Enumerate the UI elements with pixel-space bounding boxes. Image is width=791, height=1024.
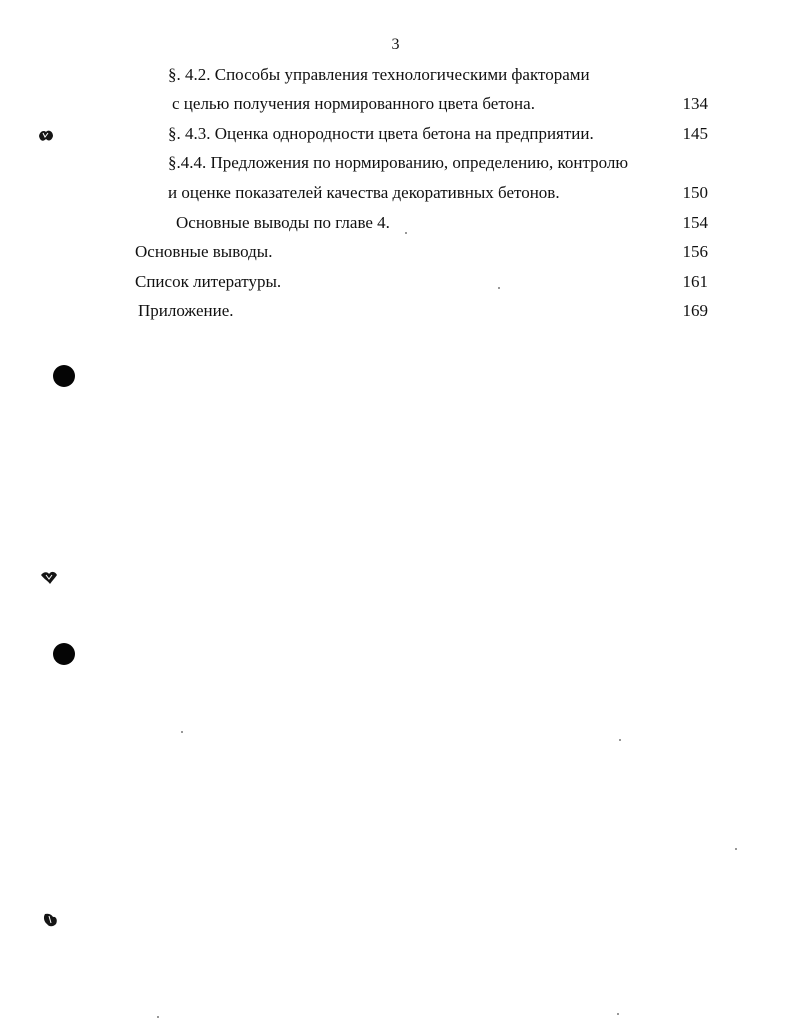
page-number: 3 bbox=[391, 36, 400, 53]
scan-speck bbox=[735, 848, 737, 850]
toc-entry-references: Список литературы. bbox=[135, 272, 282, 291]
toc-entry-main-conclusions-page: 156 bbox=[682, 242, 708, 261]
toc-entry-4-3: §. 4.3. Оценка однородности цвета бетона на предприятии. bbox=[168, 124, 594, 143]
toc-entry-4-3-page: 145 bbox=[682, 124, 708, 143]
toc-entry-4-4-line-1: §.4.4. Предложения по нормированию, определению, контролю bbox=[168, 153, 629, 172]
toc-entry-4-2-line-1: §. 4.2. Способы управления технологическими факторами bbox=[168, 65, 590, 84]
scan-speck bbox=[617, 1013, 619, 1015]
scan-speck bbox=[619, 739, 621, 741]
toc-entry-appendix: Приложение. bbox=[138, 301, 234, 320]
ink-blot-icon bbox=[37, 128, 55, 144]
scan-speck bbox=[157, 1016, 159, 1018]
punch-hole-icon bbox=[53, 365, 75, 387]
scan-speck bbox=[181, 731, 183, 733]
toc-entry-chapter4-conclusions-page: 154 bbox=[682, 213, 708, 232]
ink-blot-icon bbox=[42, 912, 60, 928]
ink-blot-icon bbox=[40, 569, 58, 585]
scan-speck bbox=[498, 287, 500, 289]
toc-entry-main-conclusions: Основные выводы. bbox=[135, 242, 273, 261]
toc-entry-references-page: 161 bbox=[682, 272, 708, 291]
toc-entry-4-4-line-2: и оценке показателей качества декоративных бетонов. bbox=[168, 183, 560, 202]
toc-entry-appendix-page: 169 bbox=[682, 301, 708, 320]
toc-entry-chapter4-conclusions: Основные выводы по главе 4. bbox=[176, 213, 390, 232]
toc-entry-4-2-page: 134 bbox=[682, 94, 708, 113]
punch-hole-icon bbox=[53, 643, 75, 665]
toc-entry-4-2-line-2: с целью получения нормированного цвета бетона. bbox=[172, 94, 535, 113]
toc-entry-4-4-page: 150 bbox=[682, 183, 708, 202]
scan-speck bbox=[405, 232, 407, 234]
